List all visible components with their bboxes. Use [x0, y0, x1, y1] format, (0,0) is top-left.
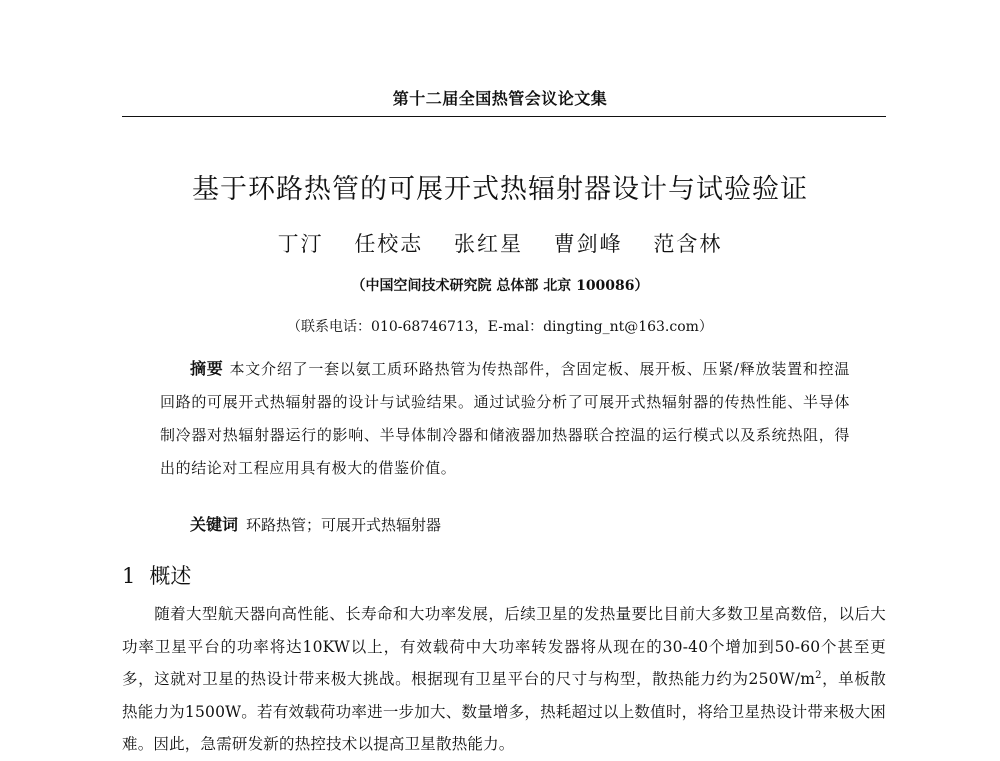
author: 张红星	[454, 232, 523, 256]
keywords	[190, 512, 850, 535]
author: 曹剑峰	[553, 232, 623, 256]
paper-title: 基于环路热管的可展开式热辐射器设计与试验验证	[192, 174, 808, 205]
author: 范含林	[653, 232, 723, 256]
abstract-label: 摘要	[190, 359, 224, 378]
keywords-text: 环路热管；可展开式热辐射器	[246, 516, 442, 534]
affiliation: （中国空间技术研究院 总体部 北京 100086）	[351, 278, 649, 294]
paragraph-text-part1: 随着大型航天器向高性能、长寿命和大功率发展，后续卫星的发热量要比目前大多数卫星高数倍，以后大功率卫星平台的功率将达10KW以上，有效载荷中大功率转发器将从现在的30-40个增加到50-60个甚至更多，这就对卫星的热设计带来极大挑战。根据现有卫星平台的尺寸与构型，散热能力约为250W/m	[122, 605, 886, 688]
section-heading	[122, 560, 191, 590]
abstract	[160, 352, 850, 485]
section-number: 1	[122, 564, 136, 588]
body-paragraph	[122, 598, 886, 761]
author-list	[0, 228, 1000, 258]
author: 任校志	[354, 232, 424, 256]
abstract-text: 本文介绍了一套以氨工质环路热管为传热部件，含固定板、展开板、压紧/释放装置和控温回路的可展开式热辐射器的设计与试验结果。通过试验分析了可展开式热辐射器的传热性能、半导体制冷器对热辐射器运行的影响、半导体制冷器和储液器加热器联合控温的运行模式以及系统热阻，得出的结论对工程应用具有极大的借鉴价值。	[160, 360, 850, 477]
paragraph-text-part2: ，单板散热能力为1500W。若有效载荷功率进一步加大、数量增多，热耗超过以上数值时，将给卫星热设计带来极大困难。因此，急需研发新的热控技术以提高卫星散热能力。	[122, 670, 886, 753]
author: 丁汀	[277, 232, 324, 256]
running-header: 第十二届全国热管会议论文集	[392, 89, 608, 108]
header-rule	[122, 116, 886, 117]
contact-info: （联系电话：010-68746713，E-mal：dingting_nt@163.com）	[287, 319, 713, 335]
section-title: 概述	[149, 564, 192, 588]
keywords-label: 关键词	[190, 515, 239, 534]
superscript: 2	[815, 669, 822, 681]
